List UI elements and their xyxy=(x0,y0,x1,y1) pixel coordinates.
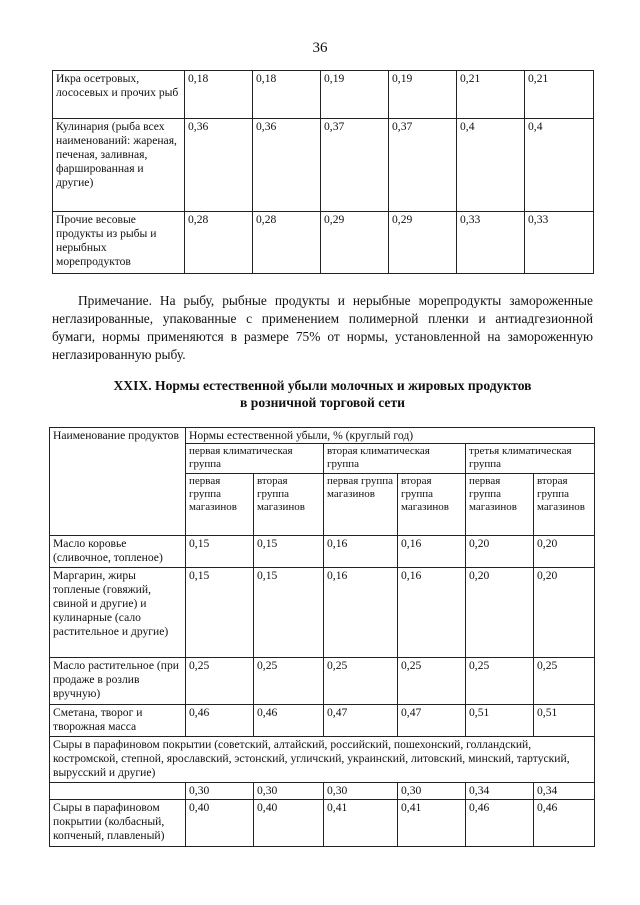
header-row xyxy=(50,428,595,444)
header-product-name: Наименование продуктов xyxy=(50,428,186,536)
store-group: вторая группа магазинов xyxy=(534,474,595,536)
norm-value: 0,25 xyxy=(324,658,398,705)
norm-value: 0,16 xyxy=(324,536,398,568)
norm-value: 0,30 xyxy=(254,783,324,800)
norm-value: 0,4 xyxy=(525,119,594,212)
norm-value: 0,18 xyxy=(253,71,321,119)
table-row xyxy=(50,800,595,847)
fish-norms-table xyxy=(52,70,594,274)
norm-value: 0,33 xyxy=(525,212,594,274)
norm-value: 0,20 xyxy=(466,568,534,658)
norm-value: 0,46 xyxy=(254,705,324,737)
section-heading-line2: в розничной торговой сети xyxy=(240,395,405,410)
norm-value: 0,18 xyxy=(185,71,253,119)
norm-value: 0,41 xyxy=(398,800,466,847)
norm-value: 0,21 xyxy=(525,71,594,119)
table-row xyxy=(50,568,595,658)
product-name: Масло коровье (сливочное, топленое) xyxy=(50,536,186,568)
norm-value: 0,29 xyxy=(321,212,389,274)
table-row xyxy=(50,737,595,783)
table-row xyxy=(50,783,595,800)
product-name: Прочие весовые продукты из рыбы и нерыбных морепродуктов xyxy=(53,212,185,274)
norm-value: 0,51 xyxy=(534,705,595,737)
product-name: Маргарин, жиры топленые (говяжий, свиной и другие) и кулинарные (сало растительное и другие) xyxy=(50,568,186,658)
norm-value: 0,40 xyxy=(254,800,324,847)
norm-value: 0,20 xyxy=(534,536,595,568)
table-row xyxy=(53,212,594,274)
climate-group-1: первая климатическая группа xyxy=(186,444,324,474)
norm-value: 0,30 xyxy=(186,783,254,800)
norm-value: 0,47 xyxy=(324,705,398,737)
norm-value: 0,34 xyxy=(466,783,534,800)
norm-value: 0,46 xyxy=(186,705,254,737)
climate-group-3: третья климатическая группа xyxy=(466,444,595,474)
header-norms: Нормы естественной убыли, % (круглый год) xyxy=(186,428,595,444)
norm-value: 0,19 xyxy=(389,71,457,119)
norm-value: 0,15 xyxy=(186,536,254,568)
norm-value: 0,33 xyxy=(457,212,525,274)
store-group: первая группа магазинов xyxy=(186,474,254,536)
norm-value: 0,16 xyxy=(398,568,466,658)
norm-value: 0,28 xyxy=(185,212,253,274)
product-name: Икра осетровых, лососевых и прочих рыб xyxy=(53,71,185,119)
section-heading-line1: XXIX. Нормы естественной убыли молочных и жировых продуктов xyxy=(113,378,532,393)
climate-group-2: вторая климатическая группа xyxy=(324,444,466,474)
norm-value: 0,40 xyxy=(186,800,254,847)
norm-value: 0,51 xyxy=(466,705,534,737)
store-group: первая группа магазинов xyxy=(466,474,534,536)
norm-value: 0,25 xyxy=(466,658,534,705)
product-name: Сметана, творог и творожная масса xyxy=(50,705,186,737)
product-name: Масло растительное (при продаже в розлив вручную) xyxy=(50,658,186,705)
norm-value: 0,36 xyxy=(253,119,321,212)
table-row xyxy=(53,71,594,119)
norm-value: 0,28 xyxy=(253,212,321,274)
norm-value: 0,25 xyxy=(398,658,466,705)
store-group: вторая группа магазинов xyxy=(254,474,324,536)
norm-value: 0,25 xyxy=(186,658,254,705)
norm-value: 0,36 xyxy=(185,119,253,212)
table-row xyxy=(50,536,595,568)
norm-value: 0,34 xyxy=(534,783,595,800)
page-number: 36 xyxy=(312,40,328,56)
section-heading xyxy=(52,377,593,411)
norm-value: 0,4 xyxy=(457,119,525,212)
norm-value: 0,30 xyxy=(398,783,466,800)
product-name: Сыры в парафиновом покрытии (колбасный, копченый, плавленый) xyxy=(50,800,186,847)
norm-value: 0,25 xyxy=(534,658,595,705)
norm-value: 0,16 xyxy=(398,536,466,568)
table-row xyxy=(53,119,594,212)
norm-value: 0,15 xyxy=(186,568,254,658)
norm-value: 0,46 xyxy=(534,800,595,847)
note-paragraph: Примечание. На рыбу, рыбные продукты и нерыбные морепродукты замороженные неглазированные, упакованные с применением полимерной пленки и антиадгезионной бумаги, нормы применяются в размере 75% от нормы, установленной на замороженную неглазированную рыбу. xyxy=(52,293,593,362)
norm-value: 0,29 xyxy=(389,212,457,274)
dairy-fat-norms-table xyxy=(49,427,595,847)
norm-value: 0,46 xyxy=(466,800,534,847)
norm-value: 0,25 xyxy=(254,658,324,705)
product-name: Кулинария (рыба всех наименований: жареная, печеная, заливная, фаршированная и другие) xyxy=(53,119,185,212)
norm-value: 0,21 xyxy=(457,71,525,119)
norm-value: 0,41 xyxy=(324,800,398,847)
norm-value: 0,20 xyxy=(534,568,595,658)
norm-value: 0,37 xyxy=(321,119,389,212)
product-name-empty xyxy=(50,783,186,800)
norm-value: 0,19 xyxy=(321,71,389,119)
norm-value: 0,15 xyxy=(254,536,324,568)
norm-value: 0,47 xyxy=(398,705,466,737)
norm-value: 0,16 xyxy=(324,568,398,658)
table-row xyxy=(50,658,595,705)
norm-value: 0,37 xyxy=(389,119,457,212)
store-group: вторая группа магазинов xyxy=(398,474,466,536)
store-group: первая группа магазинов xyxy=(324,474,398,536)
norm-value: 0,15 xyxy=(254,568,324,658)
norm-value: 0,30 xyxy=(324,783,398,800)
norm-value: 0,20 xyxy=(466,536,534,568)
table-row xyxy=(50,705,595,737)
cheese-group-name: Сыры в парафиновом покрытии (советский, алтайский, российский, пошехонский, голландский, костромской, степной, ярославский, эстонский, угличский, украинский, литовский, минский, тартуский, вырусский и другие) xyxy=(50,737,595,783)
